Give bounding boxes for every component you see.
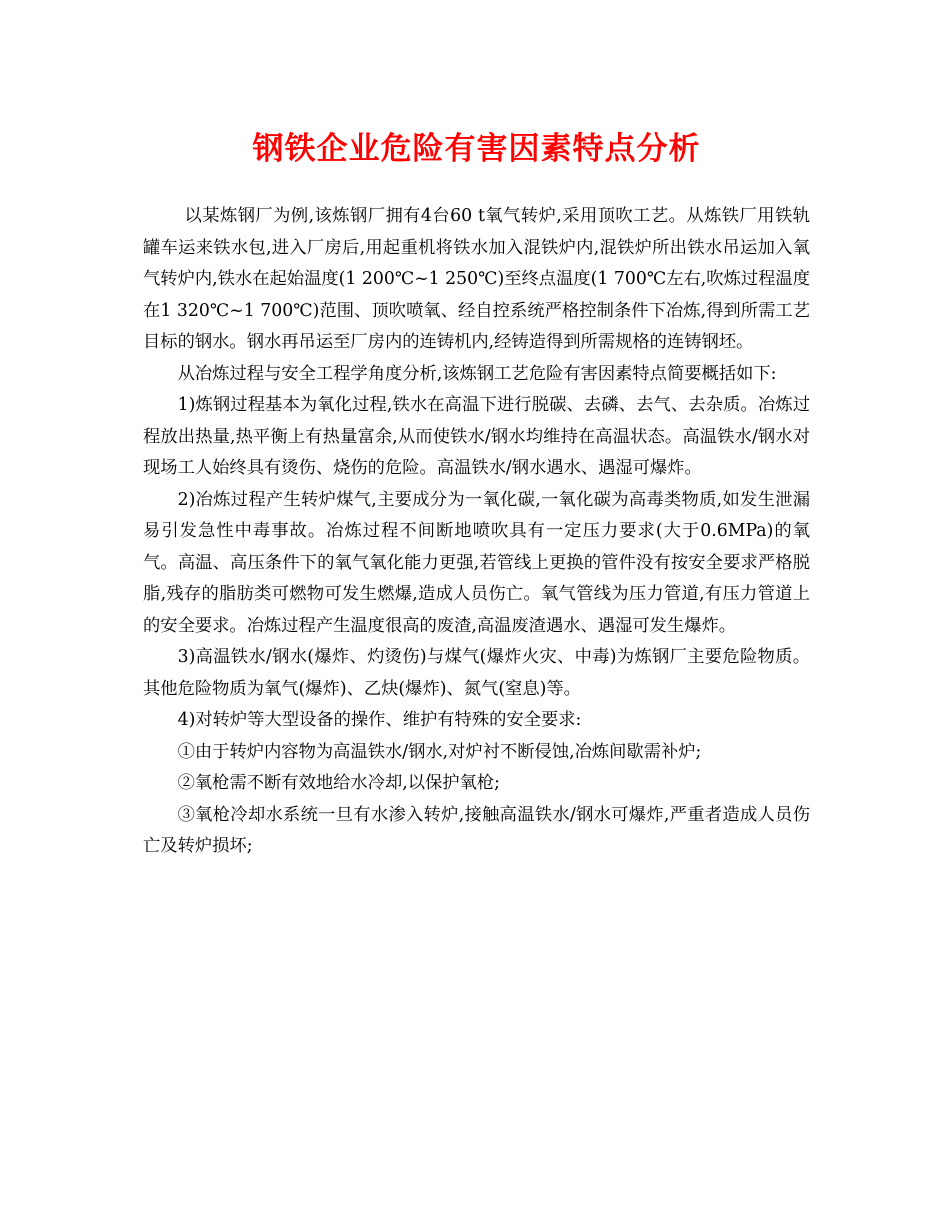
paragraph-subpoint-1: ①由于转炉内容物为高温铁水/钢水,对炉衬不断侵蚀,冶炼间歇需补炉; — [177, 741, 702, 762]
paragraph-subpoint-2: ②氧枪需不断有效地给水冷却,以保护氧枪; — [177, 773, 500, 793]
paragraph-point-3: 3)高温铁水/钢水(爆炸、灼烫伤)与煤气(爆炸火灾、中毒)为炼钢厂主要危险物质。其他危险物质为氧气(爆炸)、乙炔(爆炸)、氮气(窒息)等。 — [143, 647, 810, 699]
paragraph-intro: 以某炼钢厂为例,该炼钢厂拥有4台60 t氧气转炉,采用顶吹工艺。从炼铁厂用铁轨罐车运来铁水包,进入厂房后,用起重机将铁水加入混铁炉内,混铁炉所出铁水吊运加入氧气转炉内,铁水在起始温度(1 200℃~1 250℃)至终点温度(1 700℃左右,吹炼过程温度在1 320℃~1 700℃)范围、顶吹喷氧、经自控系统严格控制条件下冶炼,得到所需工艺目标的钢水。钢水再吊运至厂房内的连铸机内,经铸造得到所需规格的连铸钢坯。 — [143, 206, 810, 352]
paragraph-point-2: 2)冶炼过程产生转炉煤气,主要成分为一氧化碳,一氧化碳为高毒类物质,如发生泄漏易引发急性中毒事故。冶炼过程不间断地喷吹具有一定压力要求(大于0.6MPa)的氧气。高温、高压条件下的氧气氧化能力更强,若管线上更换的管件没有按安全要求严格脱脂,残存的脂肪类可燃物可发生燃爆,造成人员伤亡。氧气管线为压力管道,有压力管道上的安全要求。冶炼过程产生温度很高的废渣,高温废渣遇水、遇湿可发生爆炸。 — [143, 489, 810, 636]
document-page — [143, 0, 810, 1230]
document-body — [143, 201, 810, 863]
document-title: 钢铁企业危险有害因素特点分析 — [252, 131, 701, 167]
paragraph-subpoint-3: ③氧枪冷却水系统一旦有水渗入转炉,接触高温铁水/钢水可爆炸,严重者造成人员伤亡及转炉损坏; — [143, 804, 810, 856]
paragraph-point-1: 1)炼钢过程基本为氧化过程,铁水在高温下进行脱碳、去磷、去气、去杂质。冶炼过程放出热量,热平衡上有热量富余,从而使铁水/钢水均维持在高温状态。高温铁水/钢水对现场工人始终具有烫伤、烧伤的危险。高温铁水/钢水遇水、遇湿可爆炸。 — [143, 395, 810, 478]
paragraph-analysis-lead: 从冶炼过程与安全工程学角度分析,该炼钢工艺危险有害因素特点简要概括如下: — [177, 363, 777, 384]
paragraph-point-4: 4)对转炉等大型设备的操作、维护有特殊的安全要求: — [177, 710, 582, 730]
